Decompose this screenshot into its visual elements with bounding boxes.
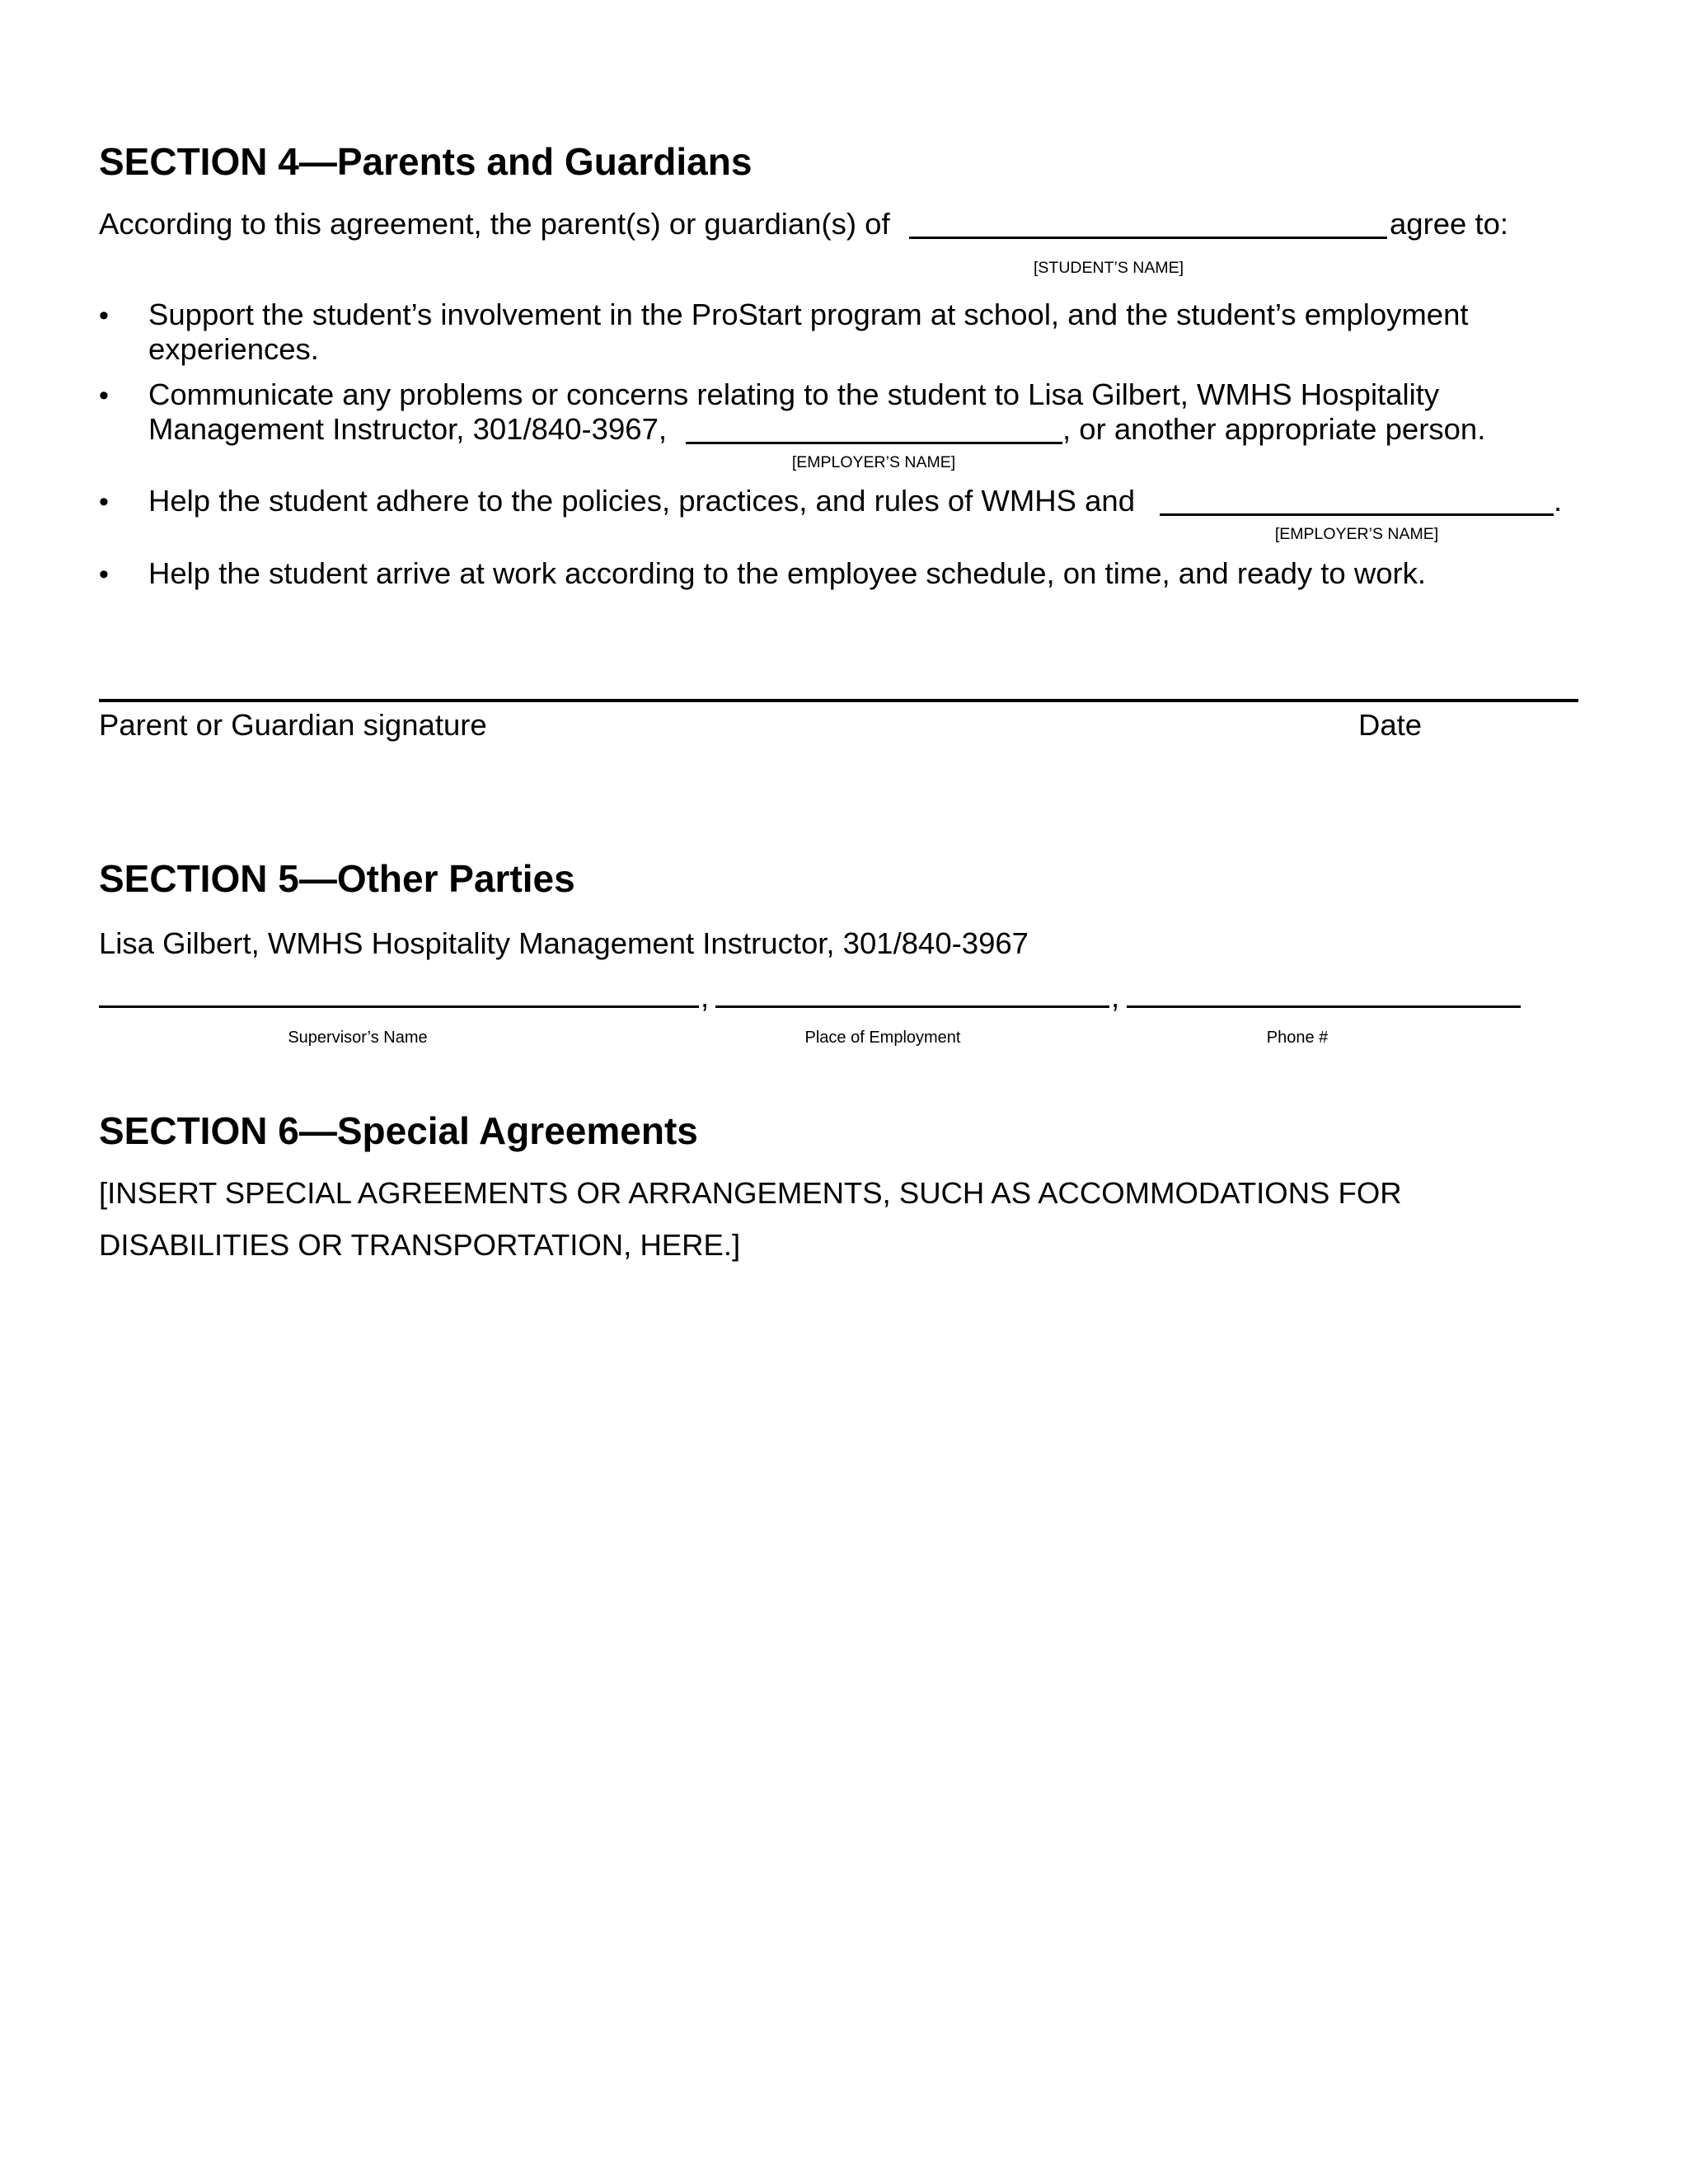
section-6-line-2: DISABILITIES OR TRANSPORTATION, HERE.] bbox=[99, 1228, 741, 1262]
comma: , bbox=[1111, 980, 1120, 1014]
section-4-intro-tail: agree to: bbox=[1390, 207, 1509, 241]
employer-name-blank[interactable] bbox=[686, 442, 1062, 444]
employer-name-blank[interactable] bbox=[1160, 513, 1554, 516]
bullet-1-line-2: experiences. bbox=[148, 332, 319, 366]
bullet-3-line-1-start: Help the student adhere to the policies, practices, and rules of WMHS and bbox=[148, 484, 1136, 518]
section-4-intro: According to this agreement, the parent(s) or guardian(s) of bbox=[99, 207, 890, 241]
signature-label: Parent or Guardian signature bbox=[99, 708, 487, 742]
bullet-2-line-2-end: , or another appropriate person. bbox=[1062, 412, 1486, 446]
place-of-employment-blank[interactable] bbox=[715, 1005, 1109, 1008]
comma: , bbox=[701, 980, 710, 1014]
student-name-blank[interactable] bbox=[909, 237, 1387, 239]
bullet-marker: • bbox=[99, 559, 109, 590]
bullet-marker: • bbox=[99, 486, 109, 518]
signature-line[interactable] bbox=[99, 699, 1578, 702]
place-of-employment-caption: Place of Employment bbox=[804, 1029, 961, 1047]
date-label: Date bbox=[1358, 708, 1423, 742]
bullet-2-line-1: Communicate any problems or concerns relating to the student to Lisa Gilbert, WMHS Hospitality bbox=[148, 377, 1440, 411]
bullet-marker: • bbox=[99, 380, 109, 411]
employer-name-caption: [EMPLOYER’S NAME] bbox=[1274, 525, 1439, 543]
section-6-heading: SECTION 6—Special Agreements bbox=[99, 1109, 698, 1152]
phone-caption: Phone # bbox=[1266, 1029, 1329, 1047]
section-5-contact: Lisa Gilbert, WMHS Hospitality Management Instructor, 301/840-3967 bbox=[99, 926, 1029, 960]
bullet-1-line-1: Support the student’s involvement in the ProStart program at school, and the student’s employment bbox=[148, 298, 1469, 331]
bullet-marker: • bbox=[99, 300, 109, 331]
student-name-caption: [STUDENT’S NAME] bbox=[1033, 259, 1184, 277]
supervisor-name-blank[interactable] bbox=[99, 1005, 699, 1008]
bullet-2-line-2-start: Management Instructor, 301/840-3967, bbox=[148, 412, 668, 446]
section-6-line-1: [INSERT SPECIAL AGREEMENTS OR ARRANGEMENTS, SUCH AS ACCOMMODATIONS FOR bbox=[99, 1176, 1402, 1210]
supervisor-name-caption: Supervisor’s Name bbox=[288, 1029, 428, 1047]
section-4-heading: SECTION 4—Parents and Guardians bbox=[99, 140, 753, 183]
employer-name-caption: [EMPLOYER’S NAME] bbox=[791, 453, 956, 471]
bullet-3-line-1-end: . bbox=[1554, 484, 1563, 518]
section-5-heading: SECTION 5—Other Parties bbox=[99, 857, 575, 900]
bullet-4-line-1: Help the student arrive at work according to the employee schedule, on time, and ready to work. bbox=[148, 556, 1427, 590]
phone-blank[interactable] bbox=[1127, 1005, 1521, 1008]
